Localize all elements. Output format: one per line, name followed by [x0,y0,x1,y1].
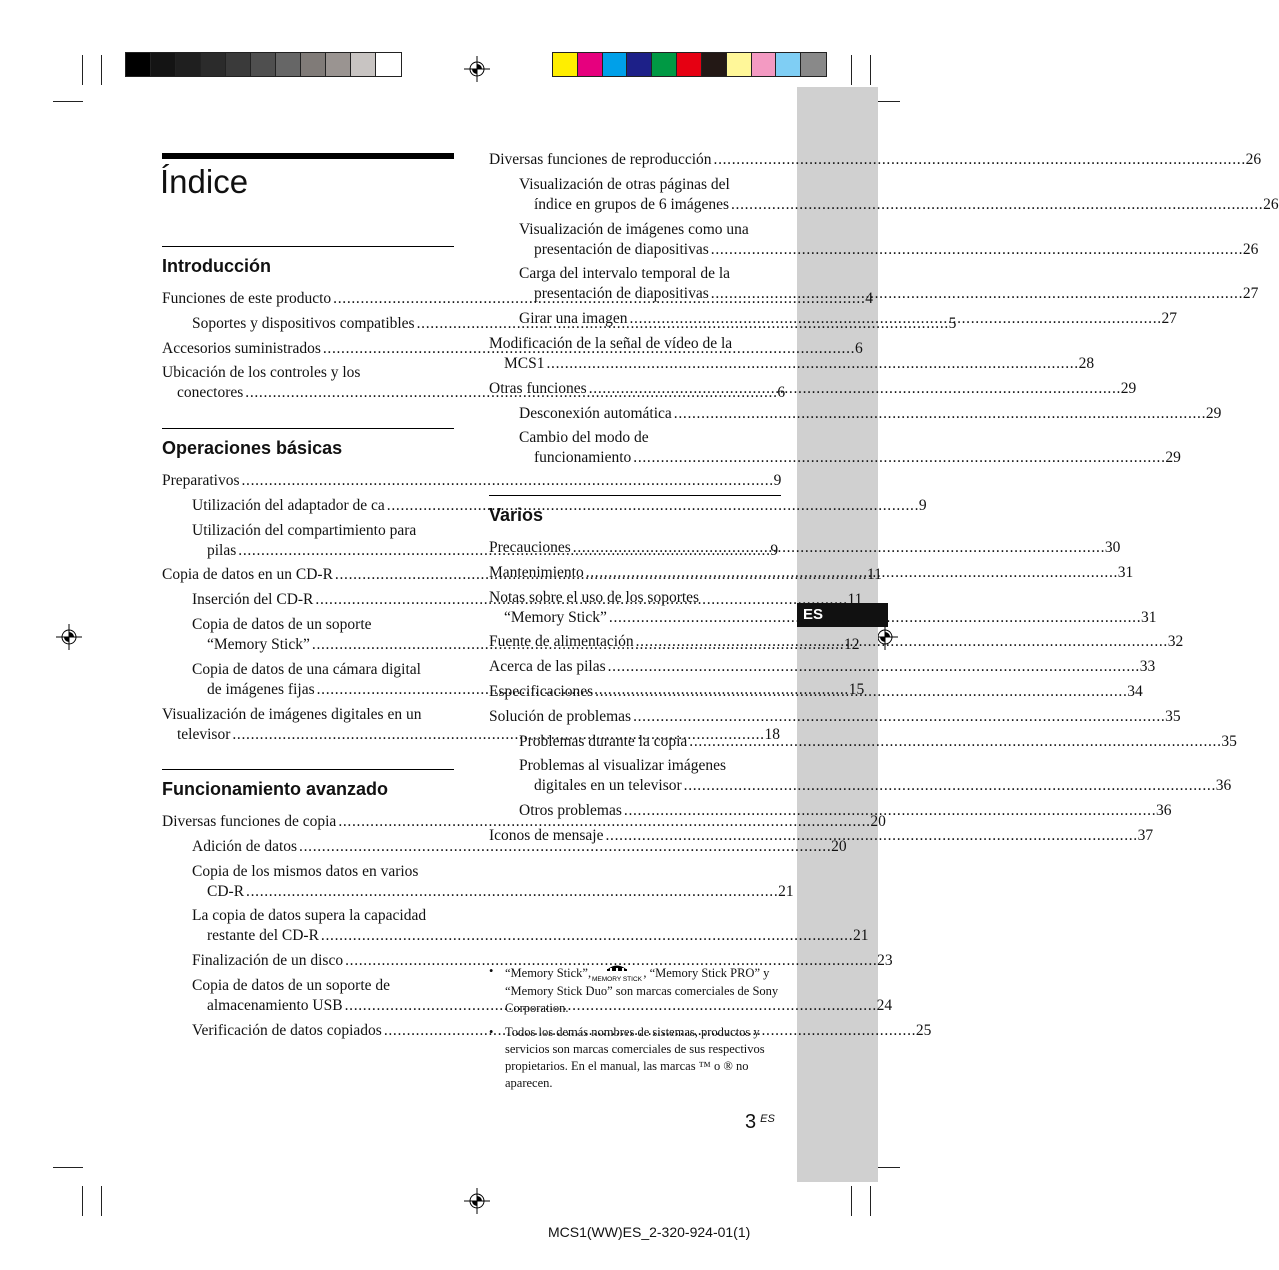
crop-mark [101,1186,102,1216]
dot-leader [321,927,851,944]
toc-entry-title: Utilización del adaptador de ca [192,496,385,514]
toc-page-number: 6 [854,339,863,357]
dot-leader [589,379,1119,402]
color-swatch [201,53,226,76]
toc-entry-title: de imágenes fijas [207,680,315,698]
toc-entry-title: Acerca de las pilas [489,658,606,676]
toc-page-number: 24 [876,996,893,1014]
toc-page-number: 34 [1127,682,1143,700]
toc-entry[interactable] [162,1021,932,1041]
toc-entry-title: Ubicación de los controles y los [162,364,361,382]
toc-page-number: 9 [773,472,782,489]
toc-entry-title: conectores [177,384,244,402]
toc-page-number: 5 [948,314,957,332]
toc-page-number: 18 [764,725,780,743]
toc-entry[interactable] [489,657,1156,677]
toc-page-number: 25 [915,1021,932,1039]
color-swatch [677,53,702,76]
toc-page-number: 31 [1117,563,1134,581]
color-swatch [603,53,628,76]
dot-leader [608,657,1138,677]
color-swatch [652,53,677,76]
color-swatch [351,53,376,76]
section-heading: Funcionamiento avanzado [162,779,389,799]
color-swatch [553,53,578,76]
toc-entry-title: Desconexión automática [519,404,672,422]
color-swatch [702,53,727,76]
toc-entry-title: presentación de diapositivas [534,285,709,303]
toc-page-number: 28 [1078,354,1095,372]
toc-page-number: 26 [1245,151,1262,168]
trademark-note [489,1024,779,1092]
dot-leader [711,241,1241,258]
memory-stick-logo-icon [592,963,643,983]
color-swatch [801,53,826,76]
color-swatch [251,53,276,76]
crop-mark [53,101,83,102]
crop-mark [82,1186,83,1216]
crop-mark [851,55,852,85]
toc-entry-title: funcionamiento [534,449,632,467]
color-swatch [376,53,401,76]
toc-entry-title: Problemas durante la copia [519,732,688,750]
toc-entry[interactable] [162,951,893,971]
toc-entry[interactable] [489,334,1095,374]
toc-entry-title: Copia de datos de una cámara digital [192,660,421,678]
color-swatch [276,53,301,76]
toc-entry-title: índice en grupos de 6 imágenes [534,195,729,213]
toc-entry-title: Mantenimiento [489,563,584,581]
dot-leader [241,471,771,491]
toc-page-number: 37 [1137,826,1154,844]
document-code: MCS1(WW)ES_2-320-924-01(1) [548,1224,751,1240]
toc-entry-title: Visualización de otras páginas del [519,175,730,193]
dot-leader [633,707,1163,727]
page-number [745,1111,775,1134]
color-swatch [226,53,251,76]
toc-page-number: 29 [1205,404,1222,422]
toc-entry-title: La copia de datos supera la capacidad [192,907,427,925]
toc-page-number: 15 [848,680,865,698]
grayscale-calibration-bar [125,52,402,77]
toc-entry-title: Utilización del compartimiento para [192,521,417,539]
toc-entry-title: restante del CD-R [207,927,319,945]
toc-entry[interactable] [162,906,869,946]
toc-list [489,150,1279,468]
toc-entry-title: televisor [177,725,231,743]
toc-page-number: 9 [918,496,927,514]
title-rule [162,153,454,159]
toc-entry-title: digitales en un televisor [534,777,682,795]
dot-leader [609,609,1139,626]
toc-entry-title: Notas sobre el uso de los soportes [489,588,700,606]
toc-page-number: 11 [847,591,863,609]
toc-page-number: 32 [1167,633,1184,651]
color-swatch [578,53,603,76]
crop-mark [82,55,83,85]
color-swatch [776,53,801,76]
toc-entry-title: Otros problemas [519,802,622,820]
toc-entry-title: Visualización de imágenes como una [519,220,749,238]
toc-page-number: 31 [1140,608,1157,626]
toc-page-number: 35 [1165,707,1181,725]
toc-entry[interactable] [489,150,1262,170]
toc-page-number: 27 [1161,310,1178,328]
note-text: , “Memory Stick PRO” y “Memory Stick Duo” son marcas comerciales de Sony Corporation. [505,966,779,1015]
color-swatch [727,53,752,76]
color-swatch [627,53,652,76]
crop-mark [870,1186,871,1216]
toc-entry[interactable] [489,175,1279,215]
dot-leader [246,883,776,900]
toc-entry-title: Iconos de mensaje [489,826,604,844]
toc-entry[interactable] [489,264,1259,304]
toc-entry[interactable] [489,538,1121,558]
toc-entry[interactable] [489,404,1222,424]
color-swatch [301,53,326,76]
toc-page-number: 29 [1120,379,1137,397]
trademark-note [489,963,779,1017]
toc-entry[interactable] [489,428,1181,468]
toc-page-number: 36 [1155,802,1172,820]
color-swatch [752,53,777,76]
section-heading: Introducción [162,256,271,276]
dot-leader [684,777,1214,794]
dot-leader [595,682,1125,702]
toc-entry-title: almacenamiento USB [207,996,343,1014]
crop-mark [53,1167,83,1168]
toc-entry-title: Fuente de alimentación [489,633,634,651]
section-rule [489,495,781,496]
toc-entry[interactable] [162,812,886,832]
toc-entry-title: Visualización de imágenes digitales en un [162,705,422,723]
dot-leader [633,449,1163,466]
toc-page-number: 26 [1242,240,1259,258]
dot-leader [636,632,1166,652]
toc-entry-title: MCS1 [504,354,545,372]
dot-leader [586,563,1116,583]
color-calibration-bar [552,52,827,77]
toc-page-number: 29 [1165,449,1181,467]
dot-leader [573,538,1103,558]
section-rule [162,769,454,770]
toc-entry[interactable] [489,801,1172,821]
crop-mark [870,55,871,85]
toc-entry-title: Cambio del modo de [519,429,649,447]
page-number-value: 3 [745,1111,757,1133]
dot-leader [674,404,1204,424]
toc-page-number: 20 [870,813,886,830]
dot-leader [714,150,1244,170]
toc-entry-title: Copia de datos de un soporte de [192,976,391,994]
toc-entry-title: Precauciones [489,539,571,556]
toc-entry-title: Verificación de datos copiados [192,1021,382,1039]
toc-entry-title: pilas [207,541,237,559]
toc-entry[interactable] [489,309,1178,329]
toc-page-number: 21 [853,927,869,945]
toc-entry-title: “Memory Stick” [207,635,310,653]
crop-mark [851,1186,852,1216]
color-swatch [126,53,151,76]
toc-page-number: 20 [831,837,847,855]
dot-leader [689,732,1219,752]
toc-entry-title: Adición de datos [192,837,298,855]
registration-target-icon [464,1188,490,1214]
section-heading: Varios [489,505,544,525]
toc-page-number: 30 [1104,539,1121,556]
toc-page-number: 12 [843,635,860,653]
dot-leader [629,309,1159,329]
toc-entry-title: Modificación de la señal de vídeo de la [489,334,733,352]
toc-entry-title: Funciones de este producto [162,290,332,307]
toc-entry-title: Finalización de un disco [192,952,344,970]
page-title: Índice [160,163,249,200]
svg-text:MEMORY STICK: MEMORY STICK [592,976,643,983]
color-swatch [326,53,351,76]
toc-page-number: 6 [777,384,786,402]
toc-entry-title: presentación de diapositivas [534,240,709,258]
toc-entry-title: Copia de datos de un soporte [192,615,372,633]
toc-entry[interactable] [489,732,1237,752]
registration-target-icon [464,56,490,82]
toc-section [489,150,1279,473]
toc-entry-title: Especificaciones [489,682,594,700]
toc-entry-title: Problemas al visualizar imágenes [519,757,727,775]
toc-entry-title: Copia de los mismos datos en varios [192,862,419,880]
toc-entry-title: Diversas funciones de copia [162,813,337,830]
crop-mark [101,55,102,85]
toc-entry[interactable] [489,379,1137,399]
toc-entry[interactable] [162,862,794,902]
toc-entry[interactable] [162,471,782,491]
toc-page-number: 4 [865,290,873,307]
note-text: “Memory Stick”, [505,966,592,980]
section-rule [162,246,454,247]
toc-entry-title: Inserción del CD-R [192,591,314,609]
registration-target-icon [56,624,82,650]
toc-entry-title: Solución de problemas [489,707,632,725]
toc-page-number: 23 [877,952,893,970]
toc-entry-title: Girar una imagen [519,310,628,328]
toc-page-number: 21 [778,882,794,900]
toc-entry[interactable] [162,837,847,857]
toc-entry-title: Carga del intervalo temporal de la [519,265,731,283]
toc-entry[interactable] [489,707,1181,727]
toc-entry-title: Otras funciones [489,379,587,397]
dot-leader [711,285,1241,302]
note-text: Todos los demás nombres de sistemas, productos y servicios son marcas comerciales de sus respectivos propietarios. En el manual, las marcas ™ o ® no aparecen. [505,1025,765,1090]
color-swatch [176,53,201,76]
toc-page-number: 9 [770,541,779,559]
dot-leader [547,355,1077,372]
language-tab: ES [797,603,888,627]
toc-entry-title: Soportes y dispositivos compatibles [192,314,415,332]
toc-page-number: 35 [1221,732,1237,750]
trademark-notes [489,963,779,1099]
page-number-suffix: ES [760,1113,775,1125]
toc-entry-title: Copia de datos en un CD-R [162,566,333,584]
color-swatch [151,53,176,76]
toc-page-number: 33 [1139,658,1156,676]
toc-entry-title: Accesorios suministrados [162,339,321,357]
dot-leader [731,196,1261,213]
toc-entry-title: “Memory Stick” [504,608,607,626]
toc-entry-title: Preparativos [162,472,240,489]
toc-entry-title: CD-R [207,882,245,900]
toc-page-number: 27 [1242,285,1259,303]
section-rule [162,428,454,429]
toc-entry[interactable] [489,756,1232,796]
dot-leader [606,826,1136,846]
dot-leader [624,801,1154,821]
toc-page-number: 26 [1263,195,1279,213]
toc-page-number: 11 [867,566,882,584]
section-heading: Operaciones básicas [162,438,343,458]
toc-entry[interactable] [489,220,1259,260]
toc-page-number: 36 [1215,777,1232,795]
toc-entry-title: Diversas funciones de reproducción [489,151,712,168]
